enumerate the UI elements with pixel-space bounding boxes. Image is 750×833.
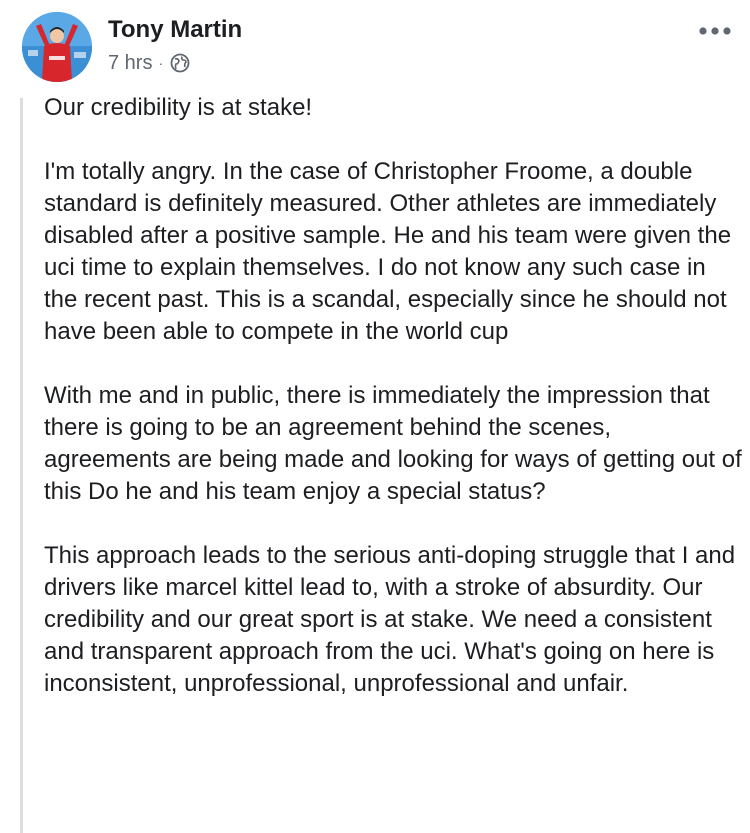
- more-options-icon[interactable]: [698, 24, 732, 38]
- post-header: [22, 12, 732, 82]
- post-paragraph: Our credibility is at stake!: [44, 94, 313, 121]
- post-paragraph: This approach leads to the serious anti-doping struggle that I and drivers like marcel kittel lead to, with a stroke of absurdity. Our credibility and our great sport is at stake. We need a consistent and transparent approach from the uci. What's going on here is inconsistent, unprofessional, unprofessional and unfair.: [44, 542, 736, 697]
- meta-separator: ·: [158, 55, 164, 71]
- post-body: [44, 92, 744, 732]
- avatar[interactable]: [22, 12, 92, 82]
- post-timestamp[interactable]: 7 hrs: [108, 51, 153, 74]
- globe-icon[interactable]: [170, 53, 190, 73]
- quote-bar: [20, 98, 23, 833]
- post-paragraph: With me and in public, there is immediately the impression that there is going to be an agreement behind the scenes, agreements are being made and looking for ways of getting out of this Do he and his team enjoy a special status?: [44, 382, 742, 505]
- post-paragraph: I'm totally angry. In the case of Christopher Froome, a double standard is definitely measured. Other athletes are immediately disabled after a positive sample. He and his team were given the uci time to explain themselves. I do not know any such case in the recent past. This is a scandal, especially since he should not have been able to compete in the world cup: [44, 158, 732, 345]
- avatar-photo: [22, 12, 92, 82]
- author-name[interactable]: Tony Martin: [108, 16, 243, 43]
- post-meta: [108, 50, 190, 76]
